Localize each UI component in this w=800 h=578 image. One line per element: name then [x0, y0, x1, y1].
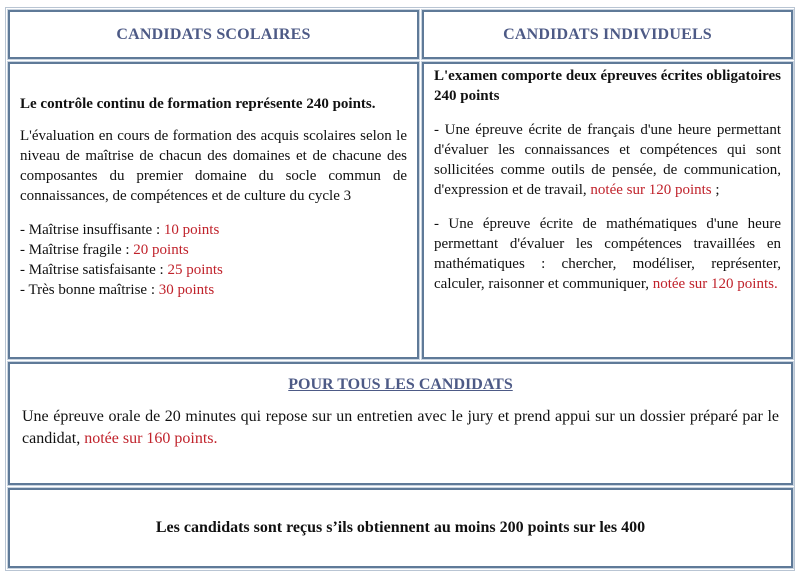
epreuve-orale: Une épreuve orale de 20 minutes qui repose sur un entretien avec le jury et prend appui sur un dossier préparé par le candidat, notée sur 160 points. [22, 408, 779, 447]
scolaires-description: L'évaluation en cours de formation des acquis scolaires selon le niveau de maîtrise de chacun des domaines et de chacune des composantes du premier domaine du socle commun de connaissances, de compétences et de culture du cycle 3 [20, 128, 407, 204]
conclusion-text: Les candidats sont reçus s’ils obtiennent au moins 200 points sur les 400 [155, 519, 646, 536]
level-item: - Maîtrise fragile : 20 points [20, 242, 189, 258]
title-scolaires: CANDIDATS SCOLAIRES [116, 25, 311, 43]
title-tous: POUR TOUS LES CANDIDATS [288, 376, 513, 393]
epreuve-francais: - Une épreuve écrite de français d'une heure permettant d'évaluer les connaissances et compétences qui sont sollicitées comme outils de pensée, de communication, d'expression et de travail, notée sur 120 points ; [434, 122, 781, 198]
levels-list [20, 220, 407, 300]
scolaires-intro: Le contrôle continu de formation représente 240 points. [20, 96, 376, 112]
section-scolaires [8, 62, 419, 359]
individuels-intro: L'examen comporte deux épreuves écrites obligatoires 240 points [434, 68, 781, 104]
level-item: - Maîtrise satisfaisante : 25 points [20, 262, 223, 278]
section-tous [8, 362, 793, 485]
section-conclusion [8, 488, 793, 568]
level-item: - Maîtrise insuffisante : 10 points [20, 222, 220, 238]
header-individuels [422, 10, 793, 59]
level-item: - Très bonne maîtrise : 30 points [20, 282, 215, 298]
title-individuels: CANDIDATS INDIVIDUELS [503, 25, 712, 43]
epreuve-maths: - Une épreuve écrite de mathématiques d'une heure permettant d'évaluer les compétences travaillées en mathématiques : chercher, modéliser, représenter, calculer, raisonner et communiquer, notée sur 120 points. [434, 216, 781, 292]
header-scolaires [8, 10, 419, 59]
section-individuels [422, 62, 793, 359]
